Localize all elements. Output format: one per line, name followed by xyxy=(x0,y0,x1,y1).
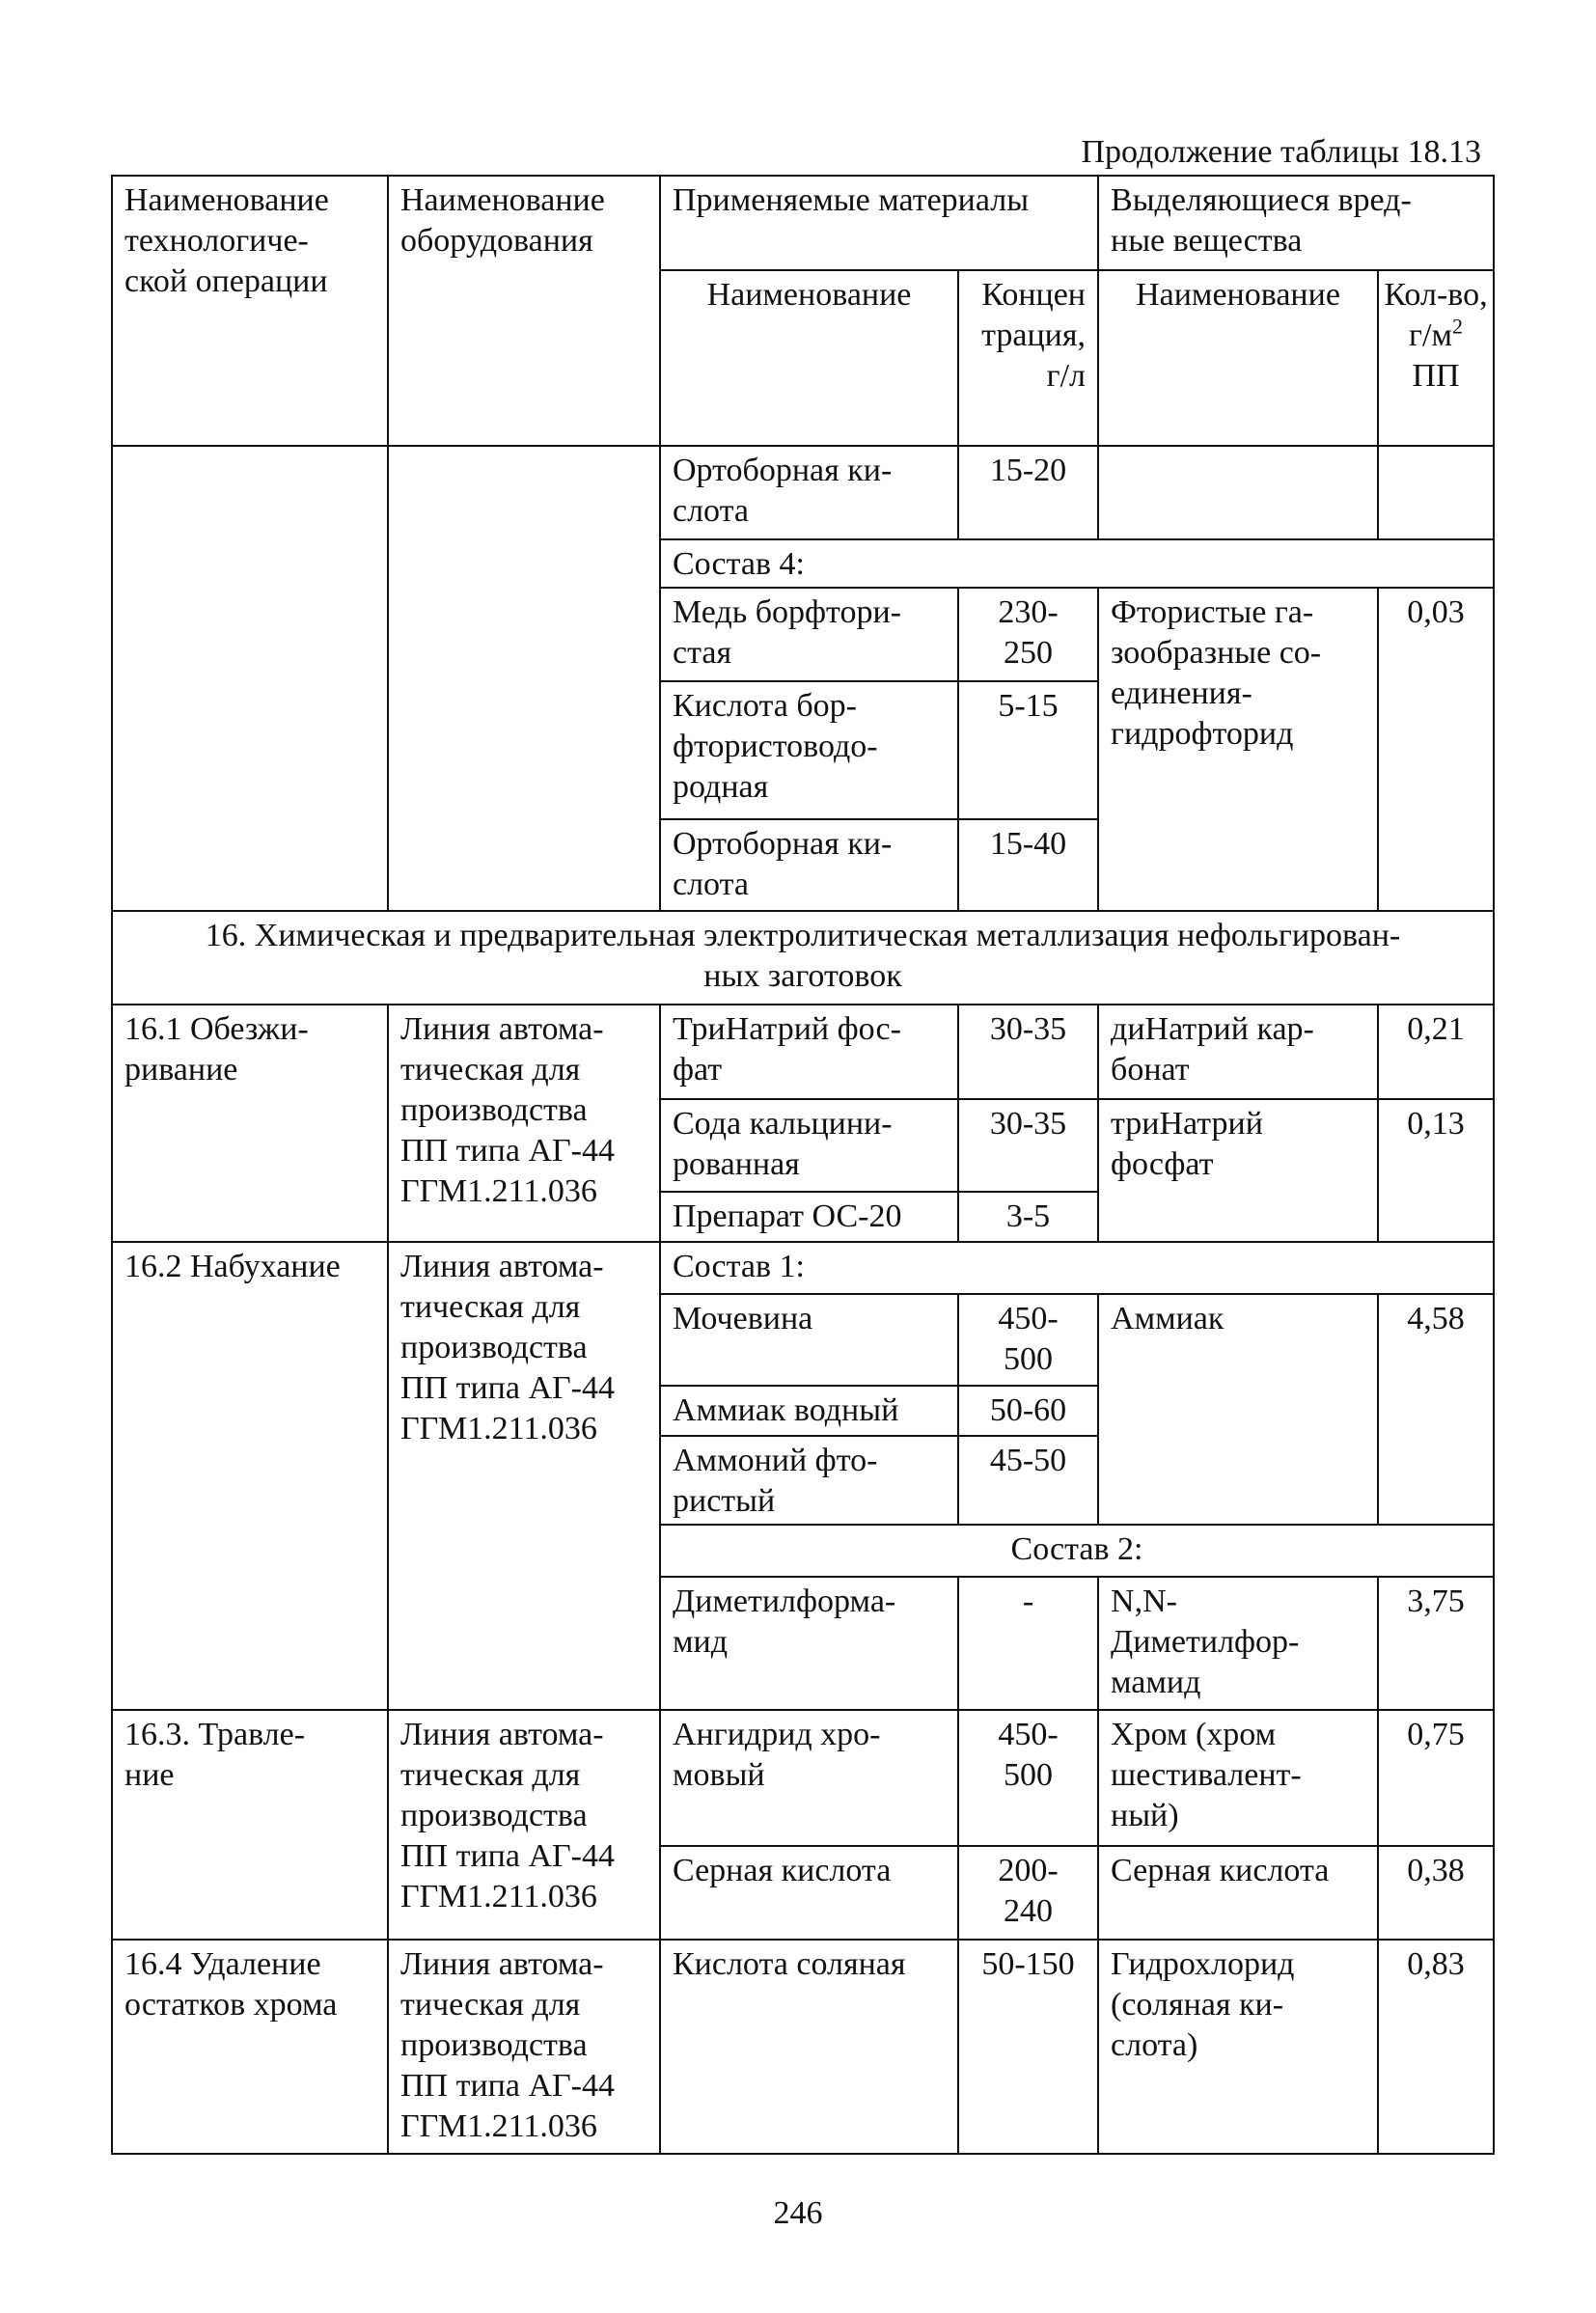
table-row xyxy=(112,1710,1494,1846)
material-name: Серная кислота xyxy=(660,1846,958,1940)
emission-amount: 0,03 xyxy=(1378,588,1494,911)
emission-amount: 0,13 xyxy=(1378,1099,1494,1242)
composition-label: Состав 1: xyxy=(660,1242,1494,1294)
emission-name: Хром (хром шестивалент- ный) xyxy=(1098,1710,1378,1846)
table-caption: Продолжение таблицы 18.13 xyxy=(1081,134,1481,170)
emission-amount: 0,38 xyxy=(1378,1846,1494,1940)
header-amount-sup: 2 xyxy=(1451,314,1463,339)
header-operation: Наименование технологиче- ской операции xyxy=(112,176,388,446)
emission-amount: 0,21 xyxy=(1378,1005,1494,1099)
section-16-heading: 16. Химическая и предварительная электролитическая металлизация нефольгирован- ных заготовок xyxy=(112,911,1494,1005)
emission-empty xyxy=(1098,446,1378,539)
header-amount-unit: ПП xyxy=(1412,358,1460,394)
header-equipment: Наименование оборудования xyxy=(388,176,660,446)
header-materials: Применяемые материалы xyxy=(660,176,1098,270)
material-concentration: 45-50 xyxy=(958,1436,1098,1525)
material-concentration: 50-150 xyxy=(958,1940,1098,2154)
section-heading-row xyxy=(112,911,1494,1005)
equipment-16-1: Линия автома- тическая для производства ПП типа АГ-44 ГГМ1.211.036 xyxy=(388,1005,660,1242)
material-concentration: 15-40 xyxy=(958,819,1098,911)
operation-16-4: 16.4 Удаление остатков хрома xyxy=(112,1940,388,2154)
material-concentration: 30-35 xyxy=(958,1005,1098,1099)
empty-equipment-cell xyxy=(388,446,660,911)
emission-name: N,N- Диметилфор- мамид xyxy=(1098,1577,1378,1710)
equipment-16-3: Линия автома- тическая для производства ПП типа АГ-44 ГГМ1.211.036 xyxy=(388,1710,660,1940)
table-row xyxy=(112,1940,1494,2154)
material-name: Кислота соляная xyxy=(660,1940,958,2154)
emission-amount: 3,75 xyxy=(1378,1577,1494,1710)
emission-name: триНатрий фосфат xyxy=(1098,1099,1378,1242)
amount-empty xyxy=(1378,446,1494,539)
table-row xyxy=(112,446,1494,539)
emission-amount: 4,58 xyxy=(1378,1294,1494,1525)
page-number: 246 xyxy=(773,2195,823,2231)
material-name: Аммиак водный xyxy=(660,1386,958,1436)
material-name: Аммоний фто- ристый xyxy=(660,1436,958,1525)
composition-label: Состав 4: xyxy=(660,539,1494,588)
operation-16-2: 16.2 Набухание xyxy=(112,1242,388,1710)
material-name: Диметилформа- мид xyxy=(660,1577,958,1710)
material-concentration: 230- 250 xyxy=(958,588,1098,681)
operation-16-3: 16.3. Травле- ние xyxy=(112,1710,388,1940)
table-header-row xyxy=(112,176,1494,270)
material-name: Медь борфтори- стая xyxy=(660,588,958,681)
material-concentration: 450- 500 xyxy=(958,1710,1098,1846)
material-name: Ортоборная ки- слота xyxy=(660,819,958,911)
header-amount xyxy=(1378,270,1494,446)
header-concentration: Концен трация, г/л xyxy=(958,270,1098,446)
header-emission-name: Наименование xyxy=(1098,270,1378,446)
emission-name: Серная кислота xyxy=(1098,1846,1378,1940)
emission-name: Аммиак xyxy=(1098,1294,1378,1525)
emission-name: Фтористые га- зообразные со- единения- гидрофторид xyxy=(1098,588,1378,911)
emission-amount: 0,75 xyxy=(1378,1710,1494,1846)
emission-name: диНатрий кар- бонат xyxy=(1098,1005,1378,1099)
equipment-16-2: Линия автома- тическая для производства ПП типа АГ-44 ГГМ1.211.036 xyxy=(388,1242,660,1710)
material-name: Сода кальцини- рованная xyxy=(660,1099,958,1192)
material-concentration: 30-35 xyxy=(958,1099,1098,1192)
composition-label: Состав 2: xyxy=(660,1525,1494,1577)
material-concentration: 15-20 xyxy=(958,446,1098,539)
material-concentration: 450- 500 xyxy=(958,1294,1098,1386)
material-name: Ортоборная ки- слота xyxy=(660,446,958,539)
equipment-16-4: Линия автома- тическая для производства ПП типа АГ-44 ГГМ1.211.036 xyxy=(388,1940,660,2154)
material-name: Кислота бор- фтористоводо- родная xyxy=(660,681,958,819)
material-concentration: - xyxy=(958,1577,1098,1710)
table-row xyxy=(112,1242,1494,1294)
material-name: ТриНатрий фос- фат xyxy=(660,1005,958,1099)
material-name: Ангидрид хро- мовый xyxy=(660,1710,958,1846)
emissions-table xyxy=(111,175,1495,2155)
header-emissions: Выделяющиеся вред- ные вещества xyxy=(1098,176,1494,270)
material-concentration: 3-5 xyxy=(958,1192,1098,1242)
empty-operation-cell xyxy=(112,446,388,911)
table-row xyxy=(112,1005,1494,1099)
header-material-name: Наименование xyxy=(660,270,958,446)
emission-name: Гидрохлорид (соляная ки- слота) xyxy=(1098,1940,1378,2154)
material-concentration: 5-15 xyxy=(958,681,1098,819)
material-name: Препарат ОС-20 xyxy=(660,1192,958,1242)
operation-16-1: 16.1 Обезжи- ривание xyxy=(112,1005,388,1242)
material-name: Мочевина xyxy=(660,1294,958,1386)
material-concentration: 200- 240 xyxy=(958,1846,1098,1940)
header-amount-text: Кол-во, г/м xyxy=(1384,277,1488,353)
emission-amount: 0,83 xyxy=(1378,1940,1494,2154)
material-concentration: 50-60 xyxy=(958,1386,1098,1436)
